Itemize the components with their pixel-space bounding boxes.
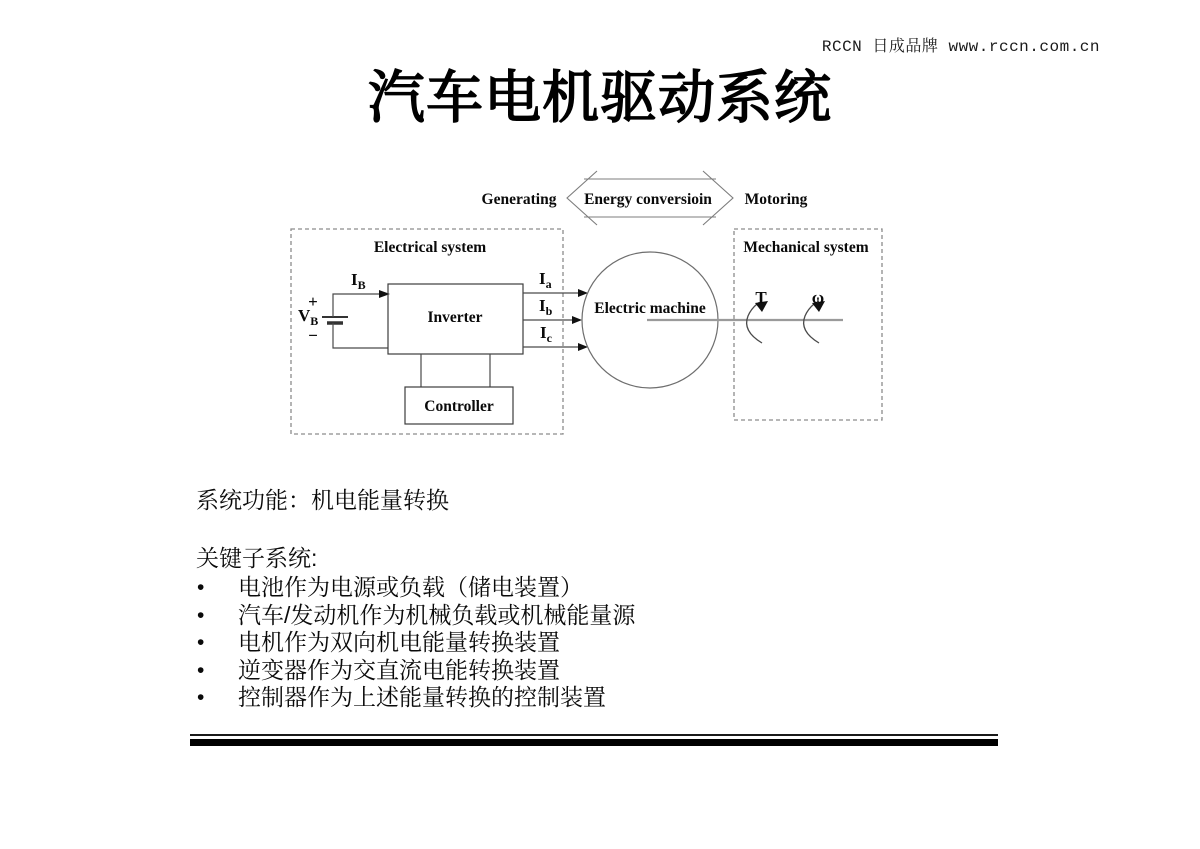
battery-minus-sign: −: [308, 326, 318, 345]
mechanical-system-label: Mechanical system: [743, 239, 869, 256]
phase-c-label: $I_c$: [540, 323, 552, 345]
battery-plus-sign: +: [308, 292, 318, 311]
energy-conversion-label: Energy conversioin: [584, 191, 712, 208]
list-item-text: 控制器作为上述能量转换的控制装置: [238, 684, 606, 710]
controller-connectors: [421, 354, 490, 387]
mechanical-system-border: [734, 229, 882, 420]
list-item-text: 汽车/发动机作为机械负载或机械能量源: [238, 601, 636, 628]
torque-label: T: [755, 288, 767, 307]
bullet-icon: •: [197, 658, 205, 682]
list-item: [197, 684, 635, 712]
list-item: [197, 657, 635, 685]
torque-rotation-arrow-icon: [747, 304, 762, 343]
mechanical-system-box: [734, 229, 882, 420]
page-title: 汽车电机驱动系统: [368, 66, 832, 130]
list-item-text: 逆变器作为交直流电能转换装置: [238, 656, 560, 683]
battery-symbol: [298, 290, 390, 348]
bullet-icon: •: [197, 631, 205, 654]
phase-b-arrowhead-icon: [572, 316, 582, 324]
controller-label: Controller: [424, 398, 494, 415]
inverter-label: Inverter: [427, 309, 483, 326]
key-subsystems-list: [197, 574, 635, 712]
battery-top-wire: [333, 294, 380, 317]
battery-current-label: $I_B$: [351, 270, 366, 292]
divider-thin-line: [190, 734, 998, 736]
omega-rotation-arrow-icon: [804, 304, 819, 343]
controller-box: [405, 354, 513, 424]
divider-thick-line: [190, 739, 998, 746]
omega-label: ω: [811, 288, 825, 307]
motoring-label: Motoring: [744, 191, 808, 208]
inverter-box: [388, 284, 523, 354]
phase-b-label: $I_b$: [539, 296, 553, 318]
list-item-text: 电池作为电源或负载（储电装置）: [238, 574, 583, 600]
system-function-text: 系统功能：机电能量转换: [196, 487, 449, 513]
list-item-text: 电机作为双向机电能量转换装置: [238, 629, 560, 655]
bottom-divider: [190, 733, 998, 747]
key-subsystems-heading: 关键子系统:: [196, 545, 318, 571]
bullet-icon: •: [197, 603, 205, 627]
list-item: [197, 629, 635, 657]
electric-machine-label: Electric machine: [594, 300, 706, 317]
bullet-icon: •: [197, 686, 205, 709]
electrical-system-label: Electrical system: [373, 239, 487, 256]
bullet-icon: •: [197, 576, 205, 599]
list-item: [197, 574, 635, 602]
phase-a-label: $I_a$: [539, 269, 552, 291]
generating-label: Generating: [481, 191, 557, 208]
battery-voltage-label: $V_B$: [298, 306, 319, 328]
list-item: [197, 602, 635, 630]
battery-bottom-wire: [333, 323, 388, 348]
phase-current-lines: [523, 269, 588, 351]
brand-watermark: RCCN 日成品牌 www.rccn.com.cn: [821, 38, 1100, 56]
